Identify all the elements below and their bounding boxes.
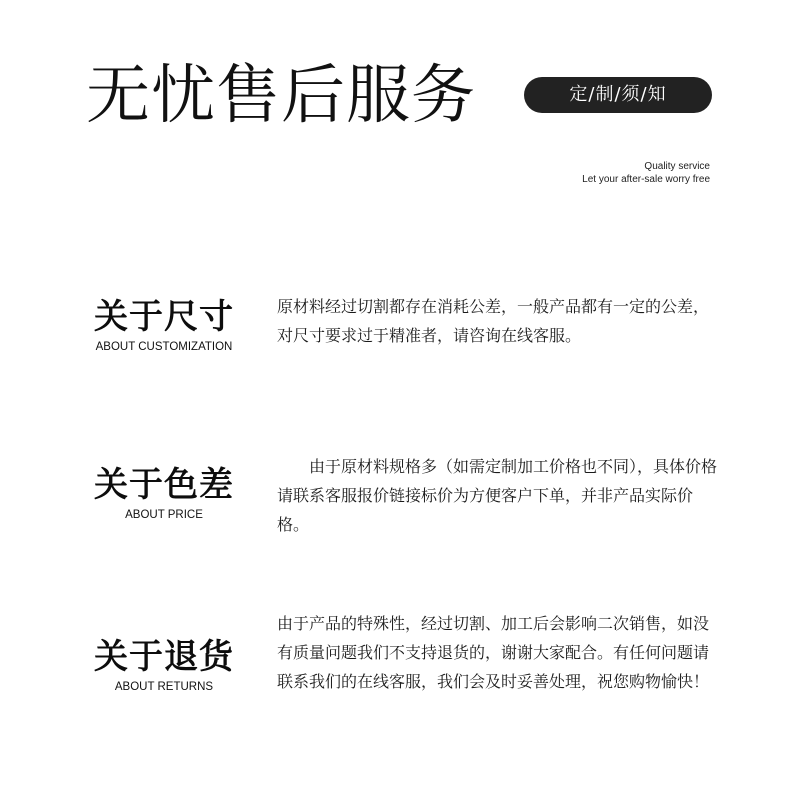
section-subtitle: ABOUT CUSTOMIZATION (95, 341, 233, 353)
subtitle-line-2: Let your after-sale worry free (582, 174, 710, 185)
section-header (88, 296, 240, 354)
english-subtitle (582, 160, 710, 186)
customization-notice-badge: 定/制/须/知 (524, 77, 712, 113)
section-body-text: 原材料经过切割都存在消耗公差，一般产品都有一定的公差，对尺寸要求过于精准者，请咨询在线客服。 (277, 297, 710, 345)
section-title: 关于尺寸 (94, 297, 234, 337)
subtitle-line-1: Quality service (644, 161, 710, 172)
section-header (88, 636, 240, 694)
section-header (88, 464, 240, 522)
section-title: 关于色差 (94, 465, 234, 505)
section-subtitle: ABOUT RETURNS (114, 681, 214, 693)
section-title: 关于退货 (94, 637, 234, 677)
page-title: 无忧售后服务 (86, 59, 476, 133)
section-body-text: 由于原材料规格多（如需定制加工价格也不同），具体价格请联系客服报价链接标价为方便客户下单，并非产品实际价格。 (277, 457, 718, 534)
section-subtitle: ABOUT PRICE (125, 509, 203, 521)
section-body-text: 由于产品的特殊性，经过切割、加工后会影响二次销售，如没有质量问题我们不支持退货的，谢谢大家配合。有任何问题请联系我们的在线客服，我们会及时妥善处理，祝您购物愉快！ (277, 614, 710, 691)
